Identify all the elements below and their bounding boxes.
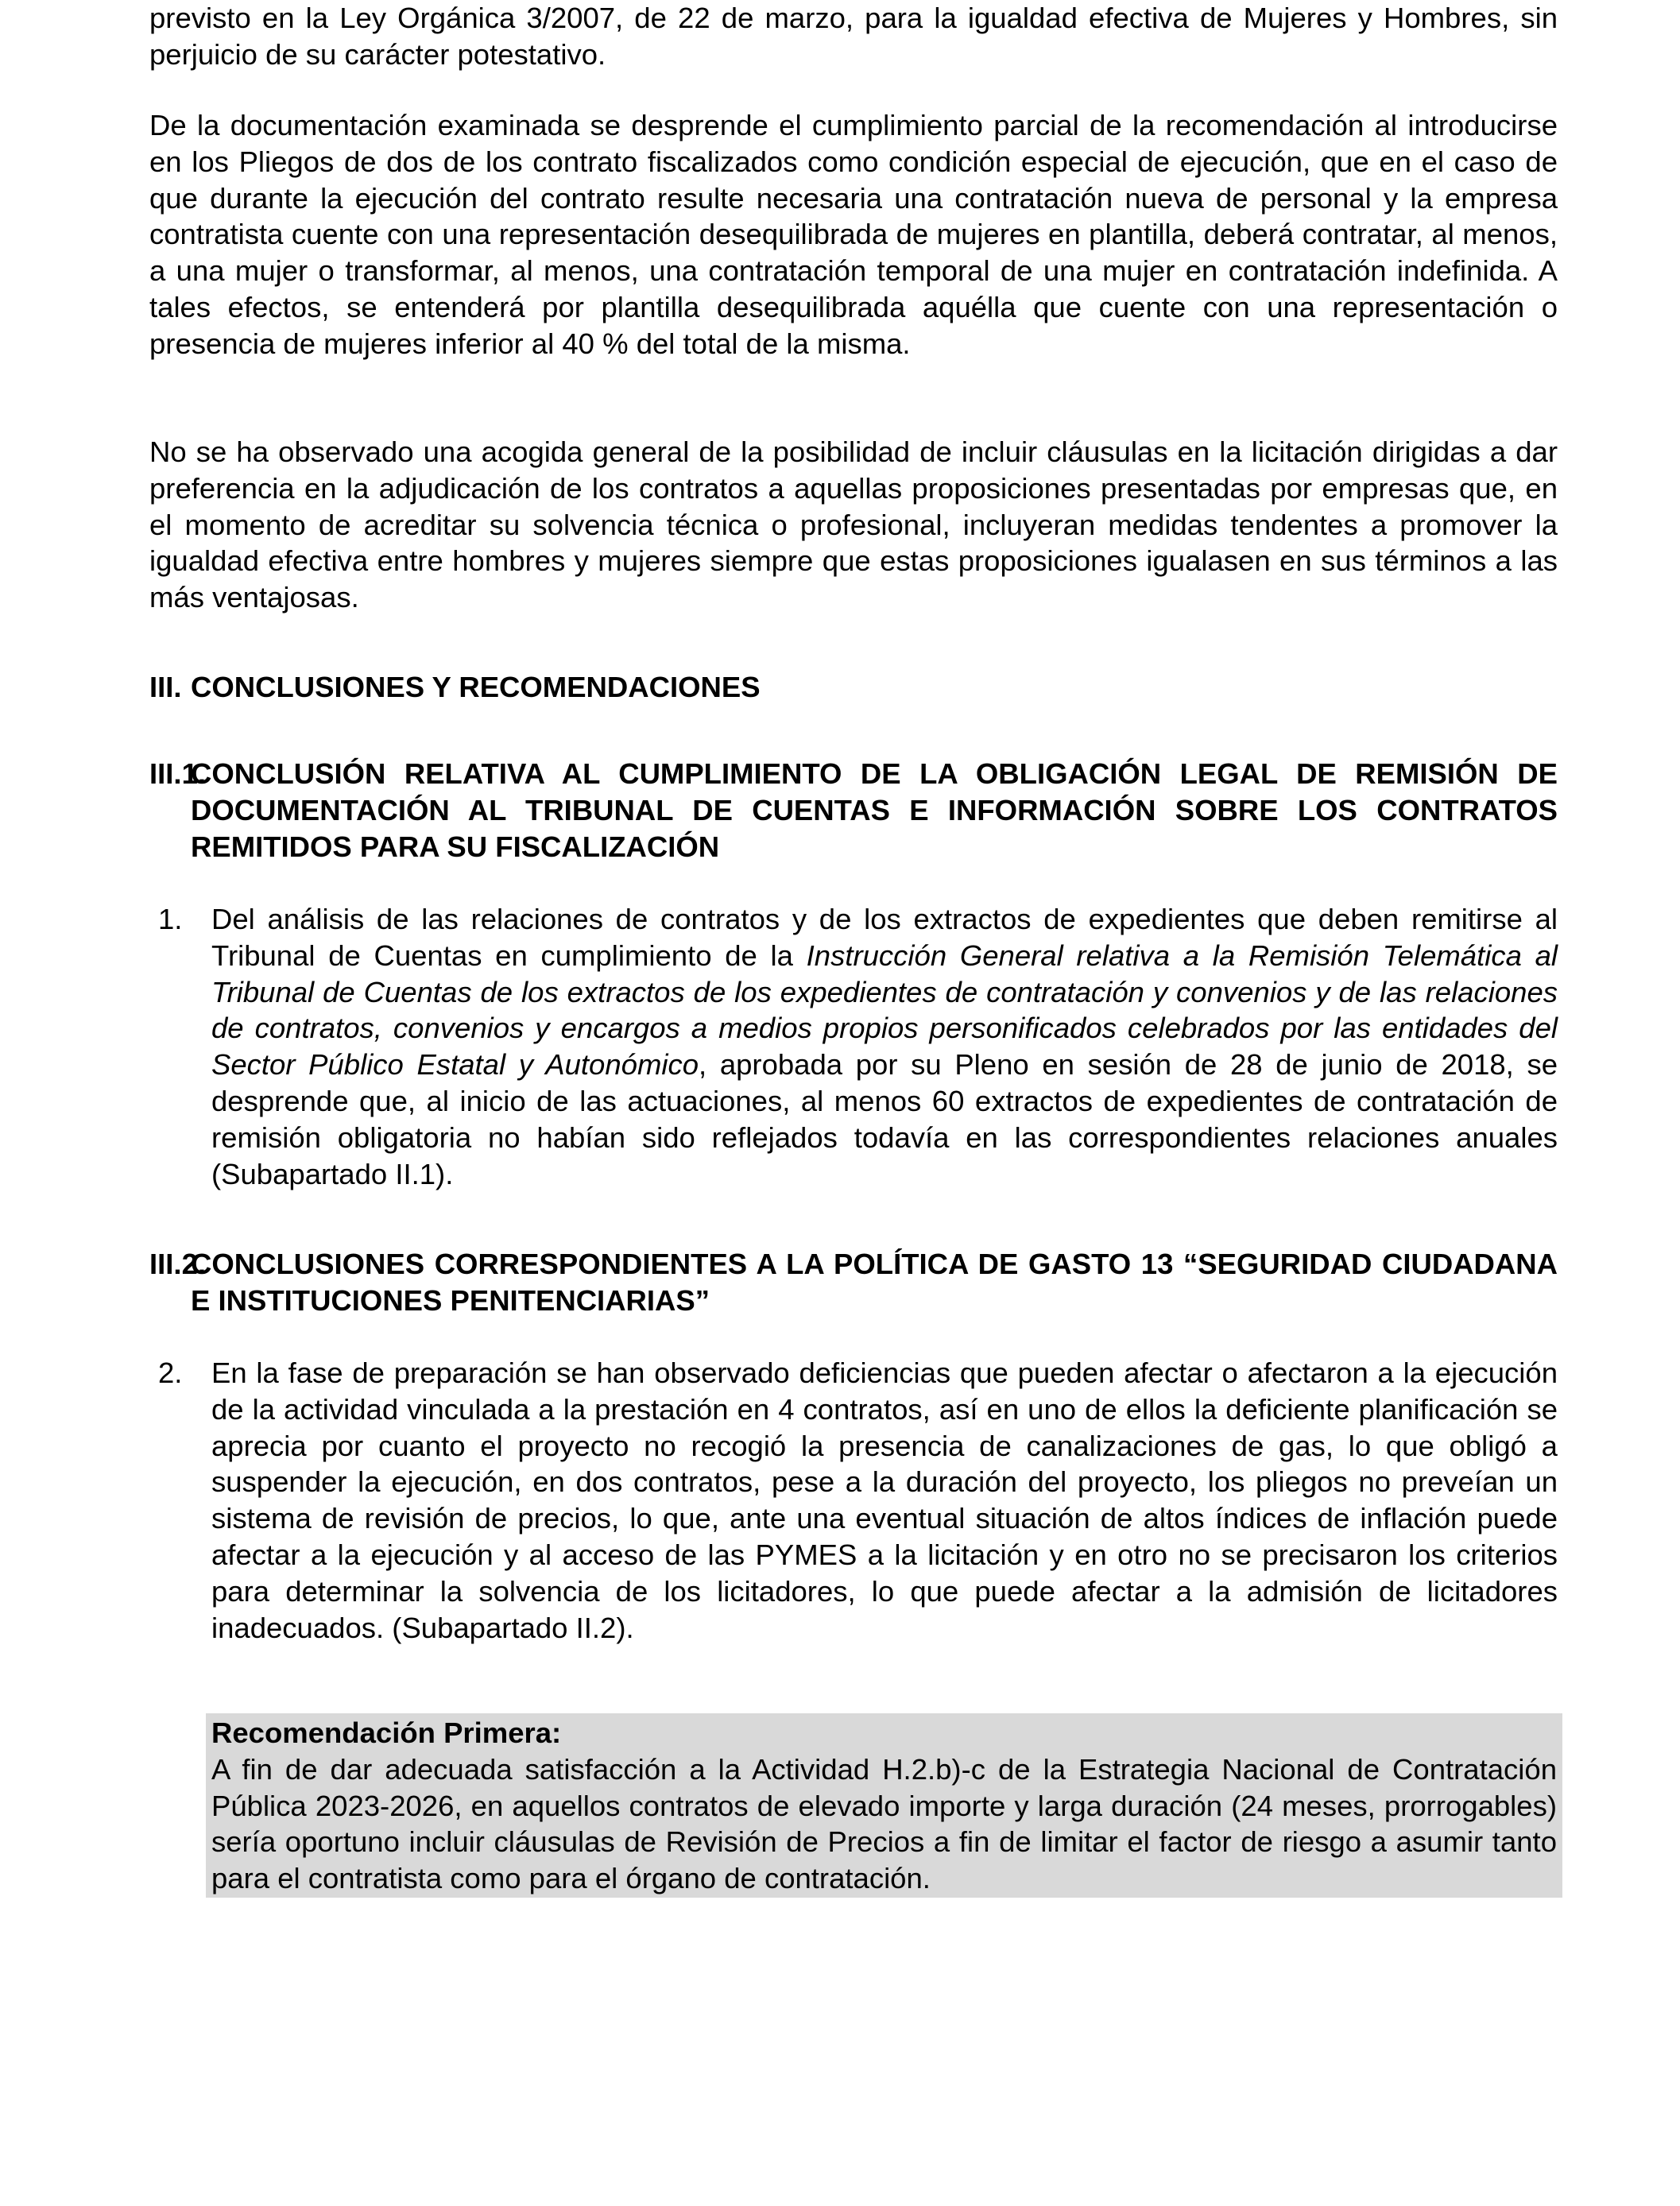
paragraph-text: De la documentación examinada se desprende el cumplimiento parcial de la recomendación al introducirse en los Pliegos de dos de los contrato fiscalizados como condición especial de ejecución, que en el caso de que durante la ejecución del contrato resulte necesaria una contratación nueva de personal y la empresa contratista cuente con una representación desequilibrada de mujeres en plantilla, deberá contratar, al menos, a una mujer o transformar, al menos, una contratación temporal de una mujer en contratación indefinida. A tales efectos, se entenderá por plantilla desequilibrada aquélla que cuente con una representación o presencia de mujeres inferior al 40 % del total de la misma. <box>149 109 1558 360</box>
conclusion-item-1 <box>149 901 1558 1192</box>
conclusion-item-2 <box>149 1355 1558 1646</box>
paragraph-3 <box>149 434 1558 616</box>
subsection-number: III.2. <box>149 1248 207 1280</box>
subsection-heading-3-2 <box>149 1246 1558 1319</box>
section-heading-3 <box>149 669 1558 706</box>
subsection-title: CONCLUSIONES CORRESPONDIENTES A LA POLÍTICA DE GASTO 13 “SEGURIDAD CIUDADANA E INSTITUCIONES PENITENCIARIAS” <box>191 1248 1558 1317</box>
instruction-title: Instrucción General relativa a la Remisión Telemática al Tribunal de Cuentas de los extractos de los expedientes de contratación y convenios y de las relaciones de contratos, convenios y encargos a medios propios personificados celebrados por las entidades del Sector Público Estatal y Autonómico <box>211 939 1558 1082</box>
paragraph-text: previsto en la Ley Orgánica 3/2007, de 22 de marzo, para la igualdad efectiva de Mujeres y Hombres, sin perjuicio de su carácter potestativo. <box>149 2 1558 71</box>
section-number: III. <box>149 671 182 703</box>
item-number: 1. <box>158 903 183 935</box>
paragraph-text: No se ha observado una acogida general de la posibilidad de incluir cláusulas en la licitación dirigidas a dar preferencia en la adjudicación de los contratos a aquellas proposiciones presentadas por empresas que, en el momento de acreditar su solvencia técnica o profesional, incluyeran medidas tendentes a promover la igualdad efectiva entre hombres y mujeres siempre que estas proposiciones igualasen en sus términos a las más ventajosas. <box>149 435 1558 614</box>
paragraph-1 <box>149 0 1558 73</box>
subsection-number: III.1. <box>149 757 207 790</box>
item-text-a: Del análisis de las relaciones de contratos y de los extractos de expedientes que deben remitirse al Tribunal de Cuentas en cumplimiento de la <box>211 903 1558 972</box>
recommendation-text: A fin de dar adecuada satisfacción a la Actividad H.2.b)-c de la Estrategia Nacional de Contratación Pública 2023-2026, en aquellos contratos de elevado importe y larga duración (24 meses, prorrogables) sería oportuno incluir cláusulas de Revisión de Precios a fin de limitar el factor de riesgo a asumir tanto para el contratista como para el órgano de contratación. <box>211 1752 1557 1895</box>
paragraph-2 <box>149 107 1558 362</box>
section-title: CONCLUSIONES Y RECOMENDACIONES <box>191 671 761 703</box>
subsection-heading-3-1 <box>149 756 1558 865</box>
item-text-b: , aprobada por su Pleno en sesión de 28 de junio de 2018, se desprende que, al inicio de las actuaciones, al menos 60 extractos de expedientes de contratación de remisión obligatoria no habían sido reflejados todavía en las correspondientes relaciones anuales (Subapartado II.1). <box>211 1048 1558 1190</box>
item-text: En la fase de preparación se han observado deficiencias que pueden afectar o afectaron a la ejecución de la actividad vinculada a la prestación en 4 contratos, así en uno de ellos la deficiente planificación se aprecia por cuanto el proyecto no recogió la presencia de canalizaciones de gas, lo que obligó a suspender la ejecución, en dos contratos, pese a la duración del proyecto, los pliegos no preveían un sistema de revisión de precios, lo que, ante una eventual situación de altos índices de inflación puede afectar a la ejecución y al acceso de las PYMES a la licitación y en otro no se precisaron los criterios para determinar la solvencia de los licitadores, lo que puede afectar a la admisión de licitadores inadecuados. (Subapartado II.2). <box>211 1356 1558 1644</box>
recommendation <box>211 1715 1557 1897</box>
subsection-title: CONCLUSIÓN RELATIVA AL CUMPLIMIENTO DE LA OBLIGACIÓN LEGAL DE REMISIÓN DE DOCUMENTACIÓN AL TRIBUNAL DE CUENTAS E INFORMACIÓN SOBRE LOS CONTRATOS REMITIDOS PARA SU FISCALIZACIÓN <box>191 757 1558 863</box>
item-text <box>211 901 1558 1192</box>
item-number: 2. <box>158 1356 183 1389</box>
recommendation-title: Recomendación Primera: <box>211 1716 562 1749</box>
